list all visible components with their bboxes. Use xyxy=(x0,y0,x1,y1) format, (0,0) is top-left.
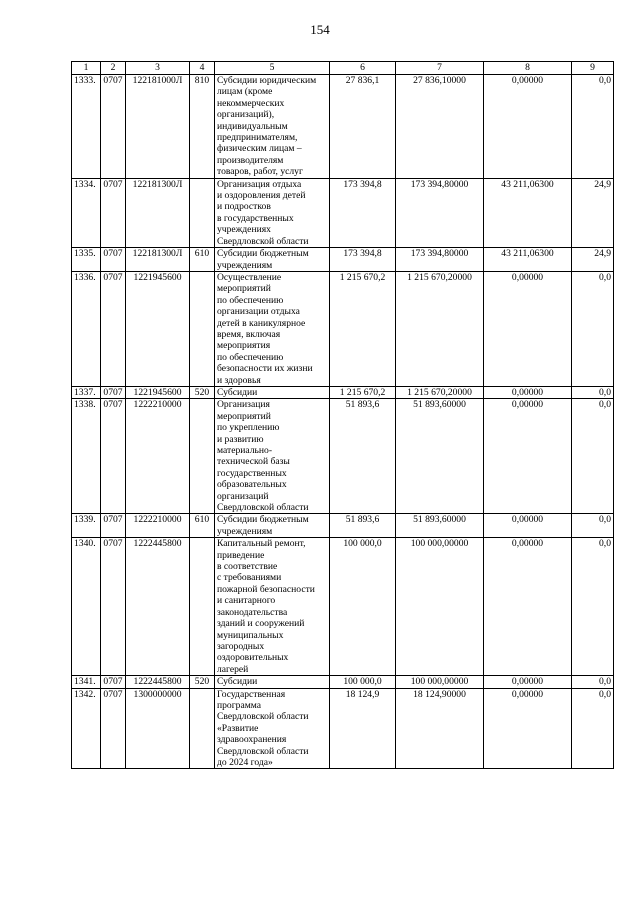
column-header-3: 3 xyxy=(126,62,190,75)
expense-type: 520 xyxy=(190,676,215,688)
item-name-line: программа xyxy=(217,699,262,711)
expense-type xyxy=(190,399,215,514)
item-name-line: Свердловской области xyxy=(217,502,309,514)
executed-amount: 0,00000 xyxy=(484,386,572,398)
expense-type xyxy=(190,688,215,769)
item-name-line: лицам (кроме xyxy=(217,86,273,98)
target-code: 1222210000 xyxy=(126,514,190,538)
target-code: 1222445800 xyxy=(126,676,190,688)
item-name-line: в государственных xyxy=(217,212,294,224)
expense-type: 610 xyxy=(190,248,215,272)
executed-amount: 0,00000 xyxy=(484,514,572,538)
item-name-line: и здоровья xyxy=(217,374,261,386)
item-name xyxy=(215,248,330,272)
column-header-7: 7 xyxy=(396,62,484,75)
column-header-1: 1 xyxy=(72,62,101,75)
plan-amount: 100 000,0 xyxy=(330,676,396,688)
section-code: 0707 xyxy=(101,75,126,179)
approved-amount: 100 000,00000 xyxy=(396,538,484,676)
item-name-line: Субсидии xyxy=(217,386,258,398)
row-number: 1338. xyxy=(72,399,101,514)
plan-amount: 18 124,9 xyxy=(330,688,396,769)
item-name xyxy=(215,178,330,247)
section-code: 0707 xyxy=(101,514,126,538)
budget-table xyxy=(71,61,614,769)
item-name-line: пожарной безопасности xyxy=(217,583,315,595)
item-name-line: Осуществление xyxy=(217,271,282,283)
row-number: 1341. xyxy=(72,676,101,688)
item-name-line: и оздоровления детей xyxy=(217,190,306,202)
item-name-line: Организация xyxy=(217,399,270,411)
target-code: 1300000000 xyxy=(126,688,190,769)
plan-amount: 51 893,6 xyxy=(330,399,396,514)
execution-percent: 0,0 xyxy=(572,688,614,769)
item-name-line: некоммерческих xyxy=(217,97,285,109)
section-code: 0707 xyxy=(101,399,126,514)
item-name-line: Субсидии юридическим xyxy=(217,75,317,86)
item-name-line: технической базы xyxy=(217,456,290,468)
item-name xyxy=(215,271,330,386)
item-name-line: организаций xyxy=(217,490,269,502)
target-code: 122181300Л xyxy=(126,248,190,272)
row-number: 1340. xyxy=(72,538,101,676)
item-name-line: безопасности их жизни xyxy=(217,363,313,375)
section-code: 0707 xyxy=(101,178,126,247)
item-name-line: Субсидии xyxy=(217,676,258,688)
target-code: 1222210000 xyxy=(126,399,190,514)
table-row xyxy=(72,688,614,769)
item-name-line: «Развитие xyxy=(217,722,259,734)
expense-type: 520 xyxy=(190,386,215,398)
target-code: 122181000Л xyxy=(126,75,190,179)
item-name-line: образовательных xyxy=(217,479,287,491)
item-name-line: приведение xyxy=(217,549,265,561)
table-row xyxy=(72,386,614,398)
item-name-line: муниципальных xyxy=(217,629,284,641)
item-name-line: и развитию xyxy=(217,433,264,445)
approved-amount: 173 394,80000 xyxy=(396,178,484,247)
execution-percent: 0,0 xyxy=(572,538,614,676)
item-name-line: в соответствие xyxy=(217,561,278,573)
item-name-line: детей в каникулярное xyxy=(217,317,306,329)
plan-amount: 173 394,8 xyxy=(330,178,396,247)
item-name-line: загородных xyxy=(217,640,265,652)
execution-percent: 0,0 xyxy=(572,399,614,514)
plan-amount: 51 893,6 xyxy=(330,514,396,538)
item-name-line: время, включая xyxy=(217,328,281,340)
plan-amount: 100 000,0 xyxy=(330,538,396,676)
table-row xyxy=(72,399,614,514)
item-name-line: индивидуальным xyxy=(217,120,288,132)
expense-type: 810 xyxy=(190,75,215,179)
item-name-line: по обеспечению xyxy=(217,294,284,306)
execution-percent: 24,9 xyxy=(572,248,614,272)
item-name xyxy=(215,399,330,514)
executed-amount: 43 211,06300 xyxy=(484,248,572,272)
item-name xyxy=(215,75,330,179)
execution-percent: 0,0 xyxy=(572,386,614,398)
item-name xyxy=(215,386,330,398)
item-name xyxy=(215,688,330,769)
item-name-line: Свердловской области xyxy=(217,711,309,723)
execution-percent: 0,0 xyxy=(572,75,614,179)
expense-type xyxy=(190,271,215,386)
item-name xyxy=(215,676,330,688)
item-name-line: законодательства xyxy=(217,606,288,618)
expense-type xyxy=(190,538,215,676)
approved-amount: 18 124,90000 xyxy=(396,688,484,769)
table-header-row xyxy=(72,62,614,75)
row-number: 1335. xyxy=(72,248,101,272)
item-name-line: Государственная xyxy=(217,688,286,700)
plan-amount: 173 394,8 xyxy=(330,248,396,272)
item-name-line: до 2024 года» xyxy=(217,756,273,768)
column-header-5: 5 xyxy=(215,62,330,75)
item-name xyxy=(215,514,330,538)
table-body xyxy=(72,75,614,769)
row-number: 1342. xyxy=(72,688,101,769)
section-code: 0707 xyxy=(101,688,126,769)
table-row xyxy=(72,514,614,538)
section-code: 0707 xyxy=(101,386,126,398)
plan-amount: 27 836,1 xyxy=(330,75,396,179)
executed-amount: 0,00000 xyxy=(484,75,572,179)
item-name-line: организации отдыха xyxy=(217,306,300,318)
item-name-line: оздоровительных xyxy=(217,652,289,664)
column-header-4: 4 xyxy=(190,62,215,75)
target-code: 1221945600 xyxy=(126,386,190,398)
column-header-9: 9 xyxy=(572,62,614,75)
expense-type xyxy=(190,178,215,247)
expense-type: 610 xyxy=(190,514,215,538)
execution-percent: 0,0 xyxy=(572,514,614,538)
item-name-line: мероприятия xyxy=(217,340,271,352)
item-name-line: с требованиями xyxy=(217,572,282,584)
table-row xyxy=(72,676,614,688)
item-name-line: Капитальный ремонт, xyxy=(217,538,306,550)
plan-amount: 1 215 670,2 xyxy=(330,386,396,398)
table-row xyxy=(72,538,614,676)
item-name-line: материально- xyxy=(217,445,273,456)
item-name-line: зданий и сооружений xyxy=(217,618,305,630)
table-row xyxy=(72,271,614,386)
executed-amount: 0,00000 xyxy=(484,538,572,676)
column-header-2: 2 xyxy=(101,62,126,75)
item-name-line: товаров, работ, услуг xyxy=(217,166,303,178)
item-name-line: учреждениям xyxy=(217,525,273,537)
item-name-line: Свердловской области xyxy=(217,235,309,247)
item-name-line: мероприятий xyxy=(217,410,271,422)
table-row xyxy=(72,75,614,179)
target-code: 122181300Л xyxy=(126,178,190,247)
approved-amount: 1 215 670,20000 xyxy=(396,271,484,386)
item-name-line: производителям xyxy=(217,154,284,166)
approved-amount: 51 893,60000 xyxy=(396,514,484,538)
execution-percent: 0,0 xyxy=(572,676,614,688)
executed-amount: 0,00000 xyxy=(484,399,572,514)
item-name-line: здравоохранения xyxy=(217,734,287,746)
item-name-line: и подростков xyxy=(217,201,271,213)
table-row xyxy=(72,248,614,272)
item-name-line: по обеспечению xyxy=(217,351,284,363)
section-code: 0707 xyxy=(101,538,126,676)
item-name-line: Свердловской области xyxy=(217,745,309,757)
item-name-line: Субсидии бюджетным xyxy=(217,248,309,260)
approved-amount: 100 000,00000 xyxy=(396,676,484,688)
row-number: 1334. xyxy=(72,178,101,247)
section-code: 0707 xyxy=(101,676,126,688)
item-name-line: учреждениям xyxy=(217,259,273,271)
item-name-line: государственных xyxy=(217,467,287,479)
column-header-6: 6 xyxy=(330,62,396,75)
table-row xyxy=(72,178,614,247)
item-name-line: учреждениях xyxy=(217,224,271,236)
approved-amount: 27 836,10000 xyxy=(396,75,484,179)
target-code: 1222445800 xyxy=(126,538,190,676)
executed-amount: 43 211,06300 xyxy=(484,178,572,247)
row-number: 1339. xyxy=(72,514,101,538)
plan-amount: 1 215 670,2 xyxy=(330,271,396,386)
execution-percent: 24,9 xyxy=(572,178,614,247)
row-number: 1333. xyxy=(72,75,101,179)
item-name-line: Субсидии бюджетным xyxy=(217,514,309,526)
item-name-line: лагерей xyxy=(217,663,249,675)
item-name-line: мероприятий xyxy=(217,283,271,295)
row-number: 1336. xyxy=(72,271,101,386)
executed-amount: 0,00000 xyxy=(484,676,572,688)
item-name-line: Организация отдыха xyxy=(217,178,302,190)
item-name-line: по укреплению xyxy=(217,422,280,434)
section-code: 0707 xyxy=(101,271,126,386)
item-name-line: организаций), xyxy=(217,109,275,121)
item-name-line: предпринимателям, xyxy=(217,132,298,144)
target-code: 1221945600 xyxy=(126,271,190,386)
item-name-line: и санитарного xyxy=(217,595,276,607)
item-name xyxy=(215,538,330,676)
approved-amount: 1 215 670,20000 xyxy=(396,386,484,398)
section-code: 0707 xyxy=(101,248,126,272)
approved-amount: 173 394,80000 xyxy=(396,248,484,272)
approved-amount: 51 893,60000 xyxy=(396,399,484,514)
item-name-line: физическим лицам – xyxy=(217,143,302,155)
executed-amount: 0,00000 xyxy=(484,271,572,386)
page-number: 154 xyxy=(310,22,330,37)
executed-amount: 0,00000 xyxy=(484,688,572,769)
row-number: 1337. xyxy=(72,386,101,398)
column-header-8: 8 xyxy=(484,62,572,75)
execution-percent: 0,0 xyxy=(572,271,614,386)
